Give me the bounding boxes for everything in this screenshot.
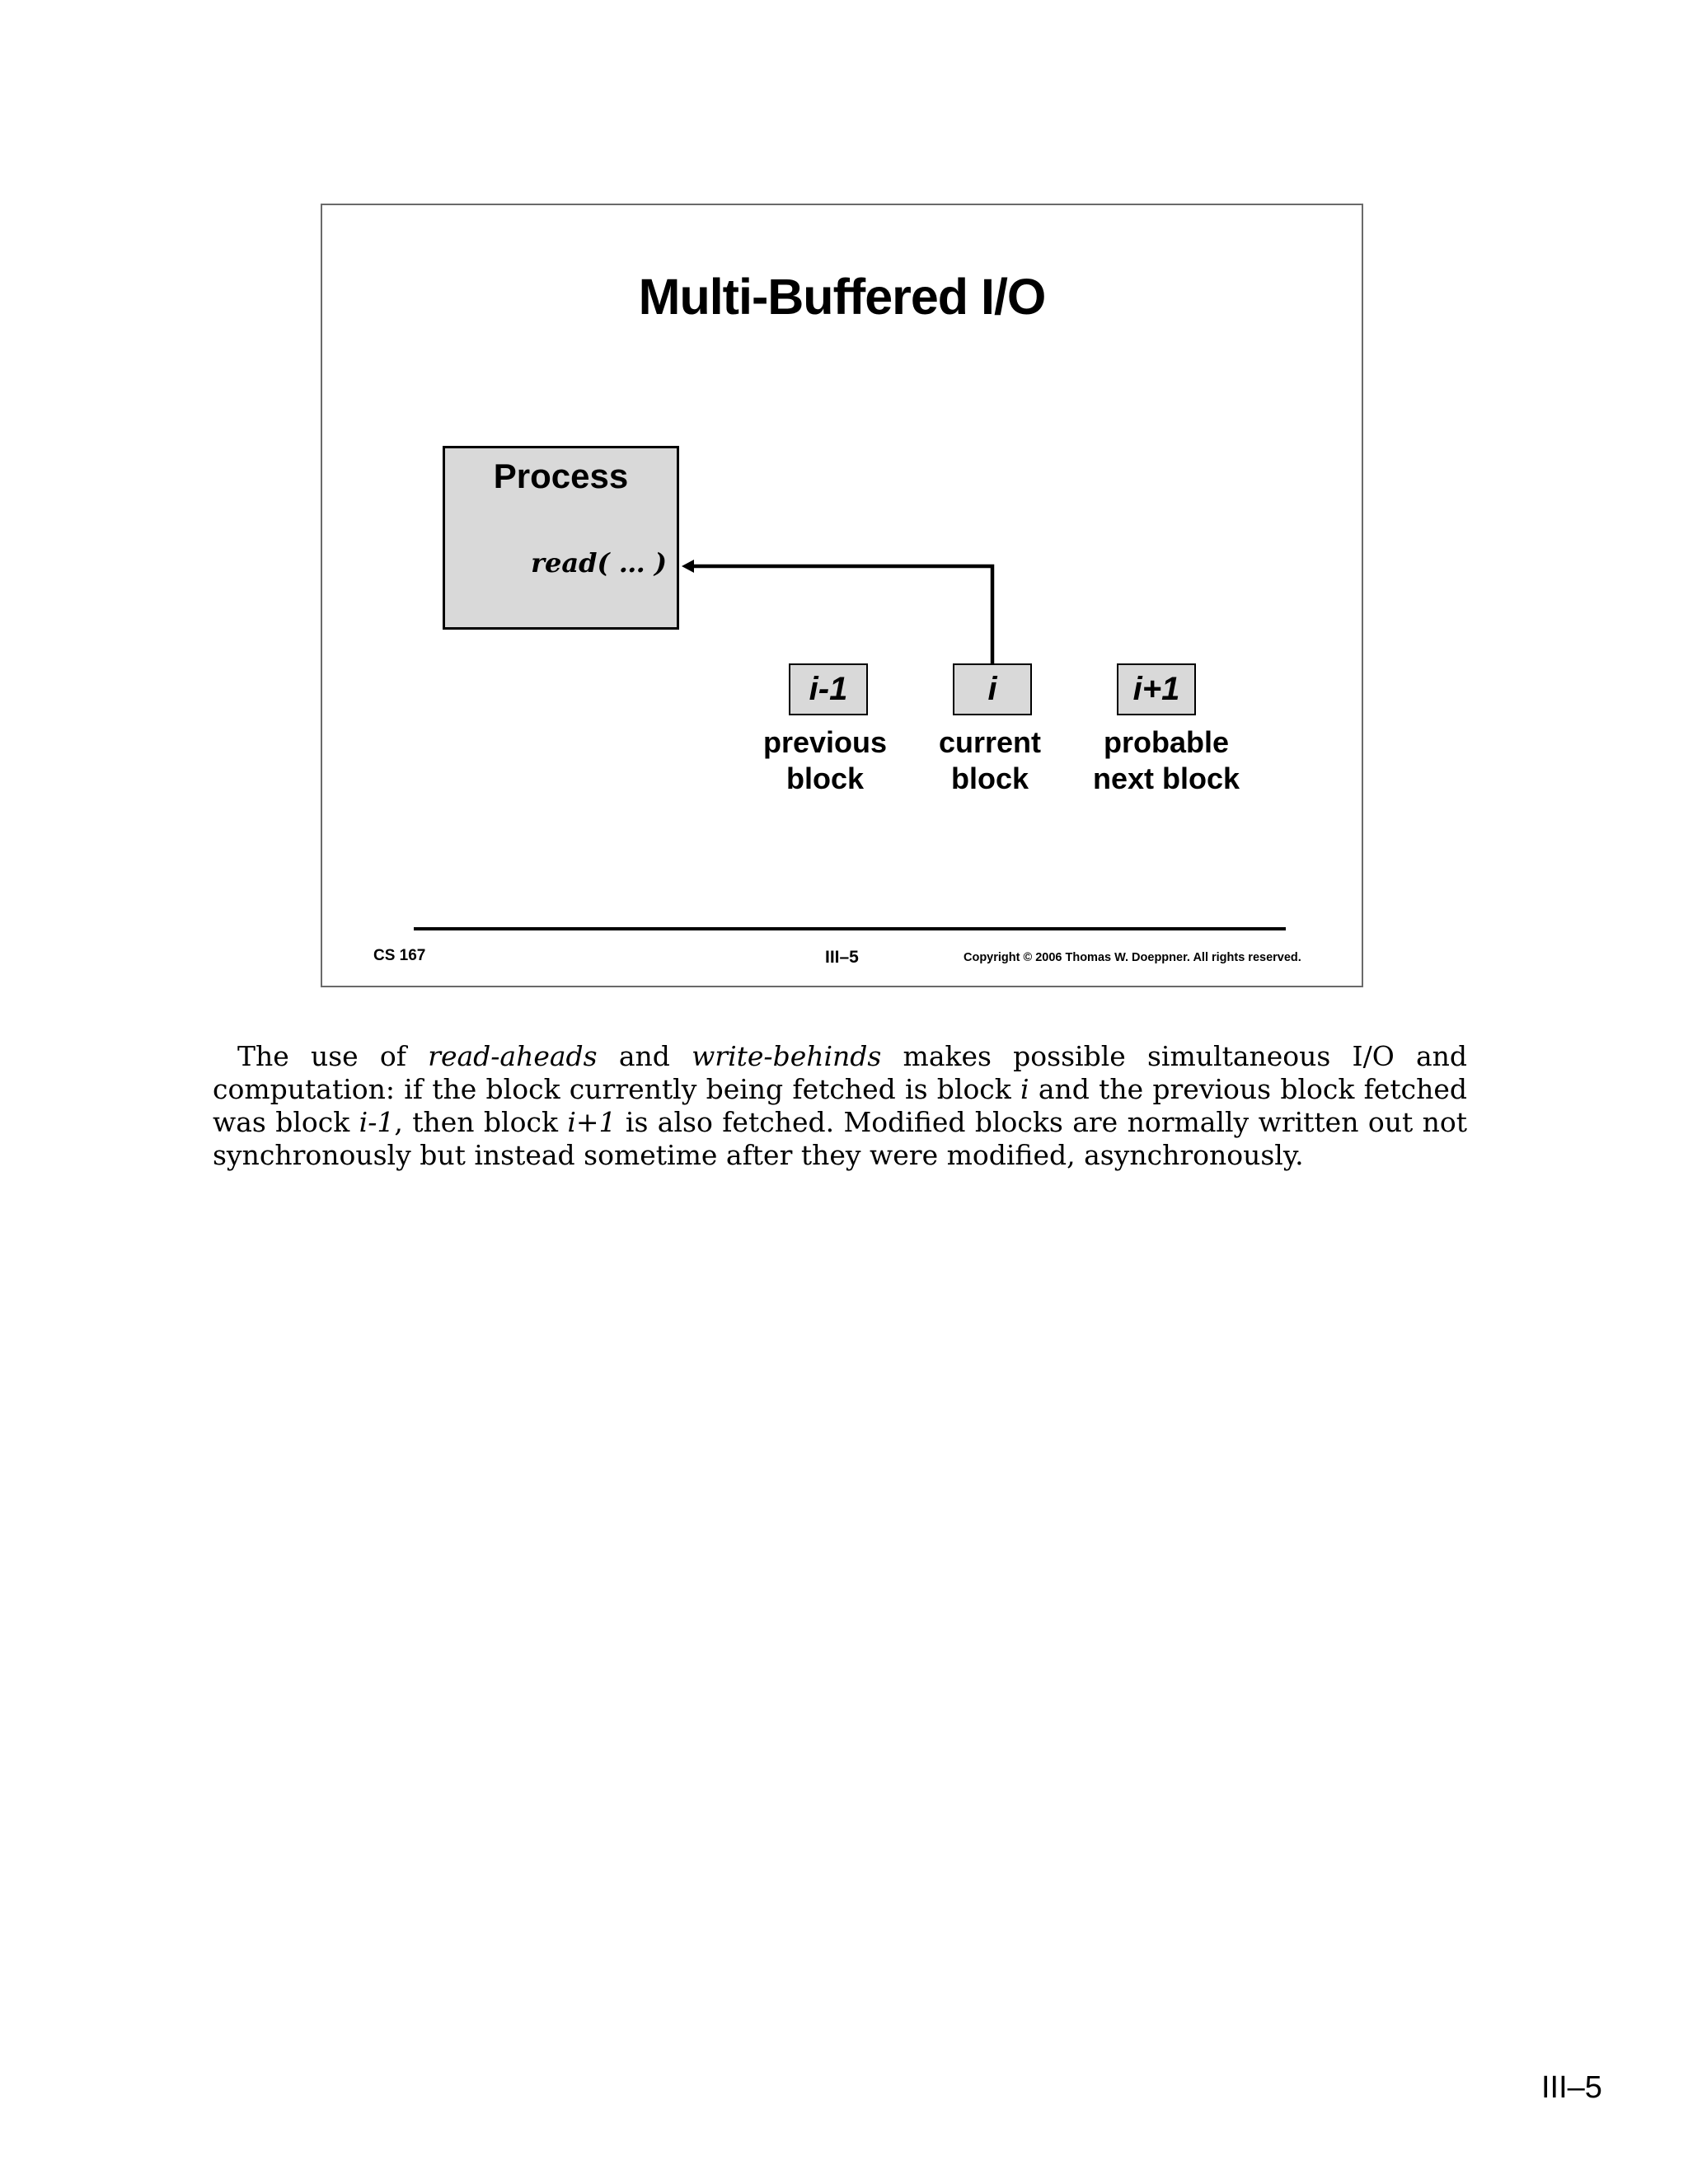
block-previous: i-1 <box>789 663 868 715</box>
caption-line: block <box>950 762 1029 795</box>
notes-term-write-behinds: write-behinds <box>692 1040 882 1072</box>
slide <box>321 204 1363 987</box>
footer-copyright: Copyright © 2006 Thomas W. Doeppner. All rights reserved. <box>964 951 1301 964</box>
block-current: i <box>953 663 1032 715</box>
caption-line: block <box>785 762 865 795</box>
block-next-caption <box>1067 724 1265 797</box>
notes-var-i: i <box>1020 1073 1029 1105</box>
caption-line: previous <box>762 725 888 759</box>
block-next: i+1 <box>1117 663 1196 715</box>
block-current-caption <box>891 724 1089 797</box>
notes-text: makes possible simultaneous I/O and computation: if the block currently being fetched is block <box>213 1040 1467 1105</box>
arrow-head <box>682 560 694 573</box>
notes-text: The use of <box>237 1040 429 1072</box>
notes-paragraph <box>213 1040 1467 1172</box>
read-call: read( … ) <box>531 547 667 579</box>
notes-var-i-minus-1: i-1 <box>359 1106 395 1138</box>
arrow-line <box>691 566 992 663</box>
footer-slide-number: III–5 <box>825 948 859 967</box>
notes-term-read-aheads: read-aheads <box>428 1040 598 1072</box>
notes-text: is also fetched. Modified blocks are normally written out not synchronously but instead sometime after they were modified, asynchronously. <box>213 1106 1467 1171</box>
notes-text: and <box>597 1040 692 1072</box>
slide-title: Multi-Buffered I/O <box>638 269 1046 325</box>
page-number: III–5 <box>1541 2070 1602 2105</box>
caption-line: current <box>938 725 1042 759</box>
caption-line: probable <box>1103 725 1229 759</box>
caption-line: next block <box>1092 762 1240 795</box>
footer-divider <box>414 927 1286 930</box>
notes-text: and the previous block fetched was block <box>213 1073 1467 1138</box>
notes-text: , then block <box>394 1106 568 1138</box>
process-box <box>443 446 679 630</box>
footer-course: CS 167 <box>373 947 426 964</box>
process-label: Process <box>493 457 629 495</box>
notes-var-i-plus-1: i+1 <box>567 1106 617 1138</box>
